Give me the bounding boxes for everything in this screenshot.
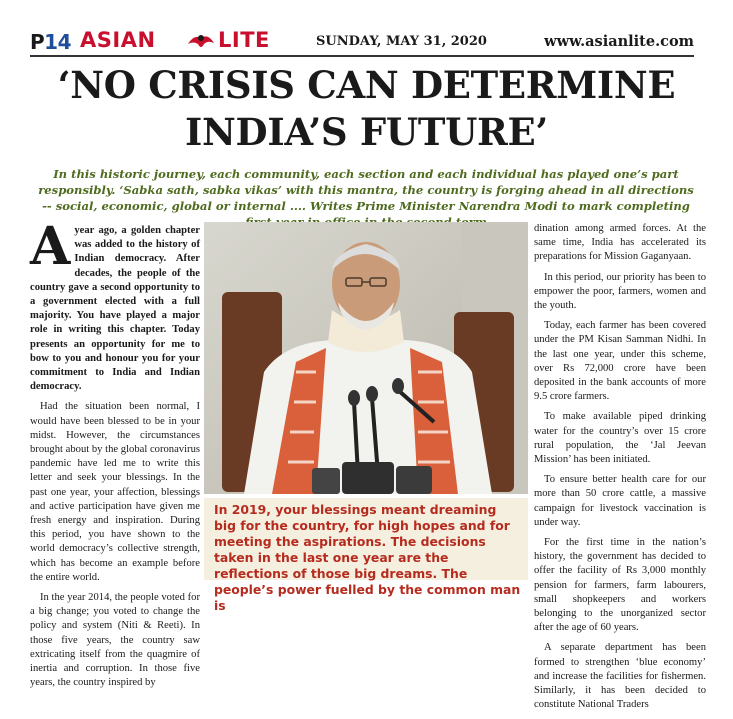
article-photo (204, 222, 528, 494)
brand-name-asian: ASIAN (80, 28, 156, 52)
drop-cap: A (30, 216, 71, 277)
headline-line-1: ‘NO CRISIS CAN DETERMINE (57, 63, 676, 107)
brand-name-lite: LITE (218, 28, 270, 52)
masthead-rule (30, 55, 694, 57)
issue-date: SUNDAY, MAY 31, 2020 (316, 34, 487, 49)
body-paragraph: A separate department has been formed to strengthen ‘blue economy’ and increase the facilities for fishermen. Similarly, it has been decided to constitute National Traders (534, 642, 706, 711)
masthead (30, 28, 694, 54)
website-url: www.asianlite.com (544, 33, 694, 50)
standfirst: In this historic journey, each community, each section and each individual has played one’s part responsibly. ‘Sabka sath, sabka vikas’ with this mantra, the country is forging ahead in all directions -- social, economic, global or internal .... Writes Prime Minister Narendra Modi to mark completing (38, 167, 694, 213)
body-paragraph: To ensure better health care for our more than 50 crore cattle, a massive campaign for livestock vaccination is under way. (534, 474, 706, 528)
lead-paragraph: Ayear ago, a golden chapter was added to the history of Indian democracy. After decades, the people of the country gave a second opportunity to a government elected with a full majority. You have played a major role in writing this chapter. Today presents an opportunity for me to bow to you and honour you for your commitment to India and Indian democracy. (30, 216, 200, 393)
headline (20, 62, 713, 156)
body-paragraph: In the year 2014, the people voted for a big change; you voted to change the policy and system (Niti & Reeti). In those five years, the country saw extricating itself from the quagmire of inertia and corruption. In those five years, the country inspired by (30, 592, 200, 689)
pull-quote (204, 498, 528, 613)
body-paragraph: For the first time in the nation’s history, the government has decided to offer the facility of Rs 3,000 monthly pension for farmers, farm labourers, small shopkeepers and workers belonging to the unorganized sector after the age of 60 years. (534, 537, 706, 634)
lion-emblem-icon (186, 30, 216, 52)
article-column-right (534, 222, 706, 719)
body-paragraph: In this period, our priority has been to empower the poor, farmers, women and the youth. (534, 271, 706, 312)
article-column-left (30, 216, 200, 697)
body-paragraph: Had the situation been normal, I would have been blessed to be in your midst. However, the circumstances brought about by the global coronavirus pandemic have led me to write this letter and seek your blessings. In the past one year, your affection, blessings and active participation have given me fresh energy and inspiration. During this period, you have shown to the world democracy’s collective strength, which has become an example before the entire world. (30, 401, 200, 583)
body-paragraph: To make available piped drinking water for the country’s over 15 crore rural population, the ‘Jal Jeevan Mission’ has been initiated. (534, 411, 706, 466)
pull-quote-text: In 2019, your blessings meant dreaming big for the country, for high hopes and for meeting the aspirations. The decisions taken in the last one year are the reflections of those big dreams. The people’s power fuelled by the common man is (214, 502, 521, 613)
body-paragraph: dination among armed forces. At the same time, India has accelerated its preparations for Mission Gaganyaan. (534, 223, 706, 263)
page-number: P14 (30, 30, 72, 54)
body-paragraph: Today, each farmer has been covered under the PM Kisan Samman Nidhi. In the last one year, under this scheme, over Rs 72,000 crore have been deposited in the bank accounts of more 9.5 crore farmers. (534, 320, 706, 403)
headline-line-2: INDIA’S FUTURE’ (185, 110, 548, 154)
